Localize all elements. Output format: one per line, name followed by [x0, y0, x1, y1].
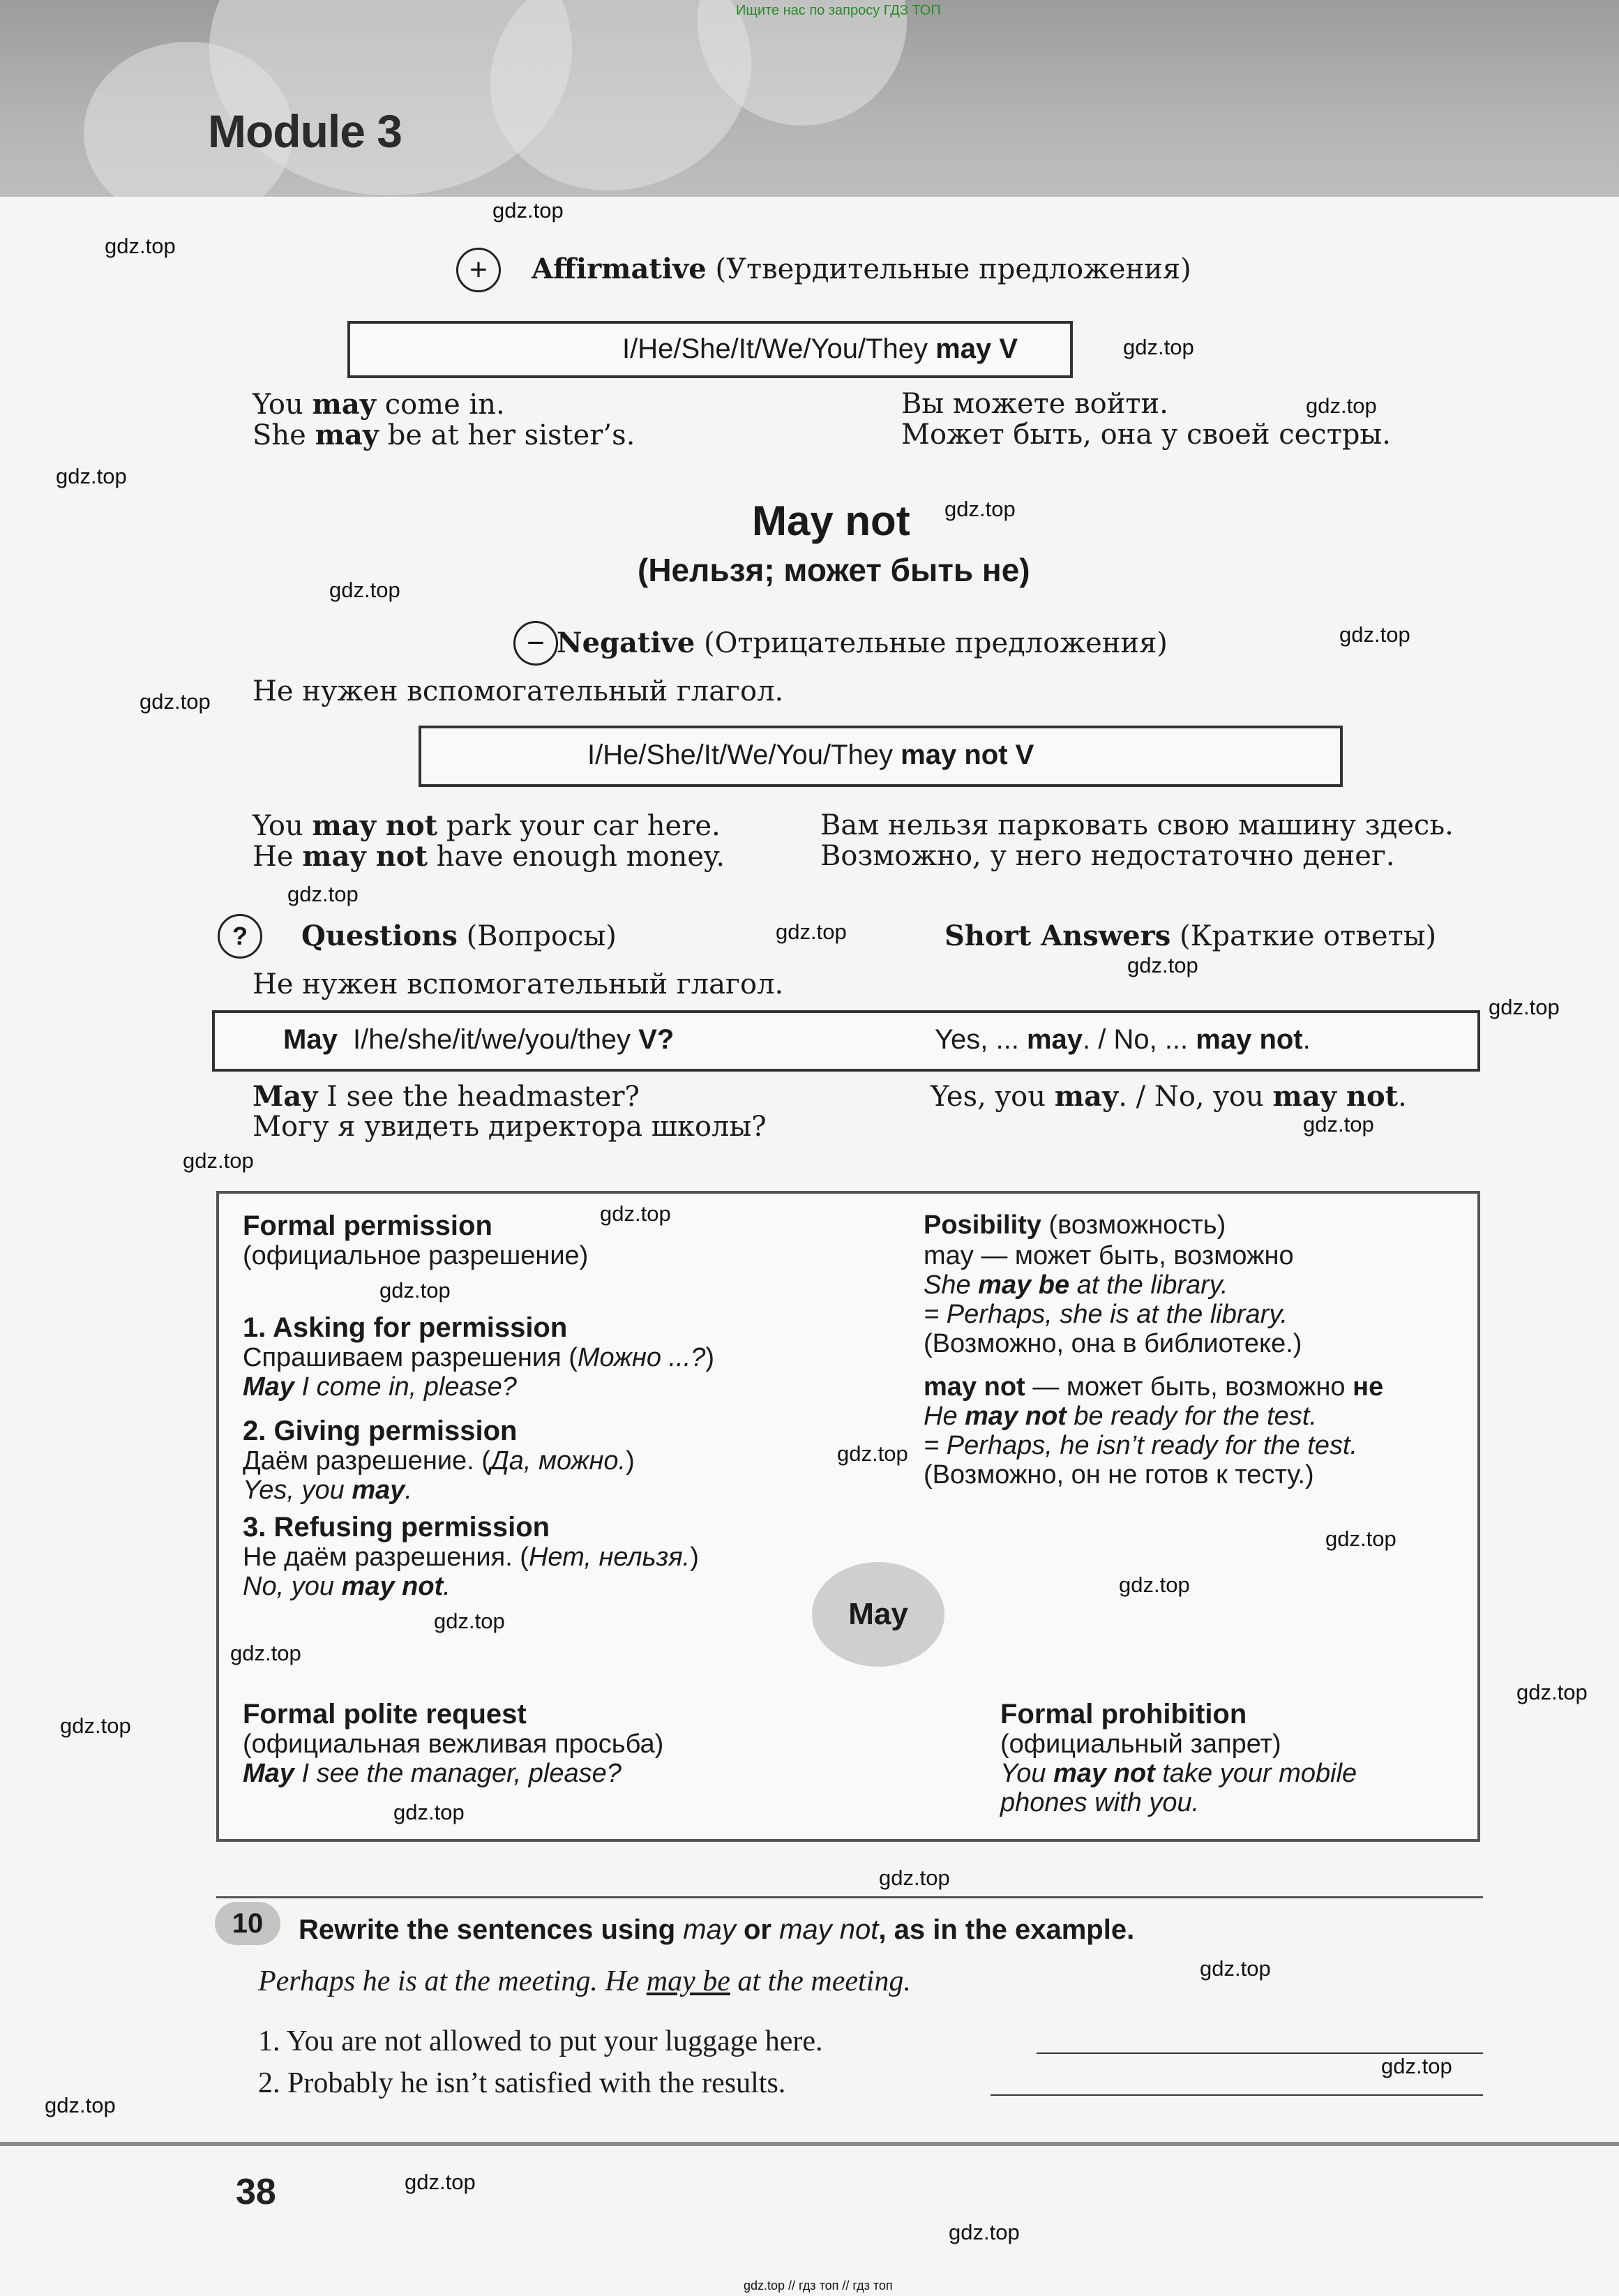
- example-text: .: [405, 1476, 412, 1505]
- example-text: be ready for the test.: [1066, 1402, 1317, 1431]
- example-underlined: may be: [646, 1965, 730, 1997]
- example-text: have enough money.: [427, 841, 725, 873]
- formula-text: Yes, ...: [935, 1024, 1027, 1055]
- short-answers-heading: [944, 920, 1436, 952]
- affirmative-example-2-ru: Может быть, она у своей сестры.: [901, 419, 1391, 451]
- example-text: You: [253, 810, 312, 842]
- watermark[interactable]: gdz.top: [837, 1441, 908, 1466]
- may-not-equivalent: = Perhaps, he isn’t ready for the test.: [924, 1431, 1358, 1460]
- questions-formula-box: [212, 1010, 1480, 1072]
- questions-title-ru: (Вопросы): [466, 920, 617, 952]
- polite-request-ru: (официальная вежливая просьба): [243, 1729, 664, 1759]
- may-not-subtitle: (Нельзя; может быть не): [638, 552, 1030, 588]
- ru-text: ): [626, 1446, 635, 1476]
- example-text: I come in, please?: [294, 1372, 517, 1402]
- watermark[interactable]: gdz.top: [393, 1800, 465, 1824]
- refusing-example: [243, 1572, 451, 1602]
- example-bold: may: [315, 419, 379, 451]
- watermark[interactable]: gdz.top: [1200, 1956, 1271, 1981]
- example-text: She: [924, 1270, 979, 1300]
- exercise-divider: [216, 1896, 1483, 1898]
- short-answers-title-ru: (Краткие ответы): [1179, 920, 1437, 952]
- watermark[interactable]: gdz.top: [45, 2093, 116, 2117]
- bold-word: не: [1353, 1372, 1384, 1402]
- formula-subject: I/He/She/It/We/You/They: [622, 333, 928, 364]
- watermark[interactable]: gdz.top: [492, 198, 564, 223]
- watermark[interactable]: gdz.top: [1123, 335, 1194, 359]
- watermark[interactable]: gdz.top: [230, 1641, 301, 1665]
- may-center-badge: May: [812, 1562, 944, 1667]
- example-text: be at her sister’s.: [379, 419, 635, 451]
- negative-example-2: [253, 840, 725, 873]
- formula-verb: may not V: [901, 740, 1034, 770]
- example-text: park your car here.: [437, 810, 721, 842]
- formula-verb: may V: [935, 333, 1018, 364]
- formula-bold: may: [1026, 1024, 1083, 1055]
- ru-italic: Можно ...?: [577, 1343, 706, 1372]
- example-bold: may not: [302, 840, 428, 873]
- instruction-italic: may not: [779, 1914, 879, 1945]
- short-answers-example: [931, 1080, 1407, 1113]
- footer-band: [0, 2142, 1619, 2146]
- watermark[interactable]: gdz.top: [879, 1866, 950, 1890]
- example-bold: May: [243, 1372, 294, 1402]
- example-text: Yes, you: [243, 1476, 352, 1505]
- formula-text: .: [1302, 1024, 1311, 1055]
- affirmative-formula: [622, 333, 1018, 365]
- answer-line-2[interactable]: [991, 2094, 1483, 2096]
- watermark[interactable]: gdz.top: [1306, 393, 1377, 418]
- instruction-italic: may: [683, 1914, 736, 1945]
- watermark[interactable]: gdz.top: [776, 920, 847, 944]
- top-watermark[interactable]: Ищите нас по запросу ГДЗ ТОП: [736, 3, 941, 18]
- negative-example-1: [253, 809, 721, 842]
- questions-example-ru: Могу я увидеть директора школы?: [253, 1111, 767, 1143]
- question-icon: ?: [218, 914, 262, 959]
- watermark[interactable]: gdz.top: [1119, 1573, 1190, 1597]
- affirmative-example-1: [253, 388, 505, 421]
- example-text: come in.: [375, 389, 505, 421]
- watermark[interactable]: gdz.top: [1489, 995, 1560, 1019]
- possibility-example: [924, 1270, 1228, 1300]
- ru-italic: Да, можно.: [490, 1446, 626, 1476]
- exercise-instruction: [299, 1914, 1134, 1946]
- formula-bold: May: [283, 1024, 338, 1055]
- module-title: Module 3: [208, 105, 402, 157]
- watermark[interactable]: gdz.top: [140, 689, 211, 714]
- questions-title: Questions: [301, 920, 458, 952]
- bottom-watermark[interactable]: gdz.top // гдз топ // гдз топ: [744, 2279, 893, 2293]
- asking-example: [243, 1372, 517, 1402]
- example-text: .: [1398, 1081, 1407, 1113]
- possibility-heading: [924, 1210, 1226, 1240]
- example-text: He: [924, 1402, 965, 1431]
- minus-icon: −: [513, 621, 558, 666]
- negative-example-2-ru: Возможно, у него недостаточно денег.: [820, 840, 1395, 872]
- example-text: He: [253, 841, 303, 873]
- watermark[interactable]: gdz.top: [183, 1148, 254, 1173]
- exercise-example: [258, 1965, 911, 1998]
- instruction-text: or: [735, 1914, 780, 1945]
- asking-title: 1. Asking for permission: [243, 1312, 568, 1343]
- example-text: You: [253, 389, 312, 421]
- questions-note: Не нужен вспомогательный глагол.: [253, 968, 784, 1000]
- negative-title-ru: (Отрицательные предложения): [703, 627, 1168, 659]
- example-bold: may not: [1272, 1080, 1399, 1113]
- formal-permission-ru: (официальное разрешение): [243, 1241, 589, 1270]
- polite-request-title: Formal polite request: [243, 1699, 527, 1729]
- meaning-text: — может быть, возможно: [1025, 1372, 1353, 1402]
- example-text: . / No, you: [1118, 1081, 1273, 1113]
- watermark[interactable]: gdz.top: [56, 464, 127, 488]
- example-text: Yes, you: [931, 1081, 1055, 1113]
- questions-example: [253, 1080, 640, 1113]
- ru-text: Спрашиваем разрешения (: [243, 1343, 578, 1372]
- may-meaning: may — может быть, возможно: [924, 1241, 1294, 1270]
- short-answers-title: Short Answers: [944, 920, 1171, 952]
- instruction-text: Rewrite the sentences using: [299, 1914, 684, 1945]
- ru-text: Не даём разрешения. (: [243, 1543, 529, 1572]
- affirmative-title-ru: (Утвердительные предложения): [715, 253, 1191, 285]
- questions-heading: [301, 920, 617, 952]
- affirmative-example-2: [253, 419, 635, 451]
- example-text: No, you: [243, 1572, 342, 1601]
- negative-formula: [587, 740, 1034, 771]
- may-not-meaning: [924, 1372, 1383, 1402]
- affirmative-title: Affirmative: [532, 253, 707, 285]
- bold-word: may not: [924, 1372, 1025, 1402]
- watermark[interactable]: gdz.top: [60, 1713, 131, 1738]
- watermark[interactable]: gdz.top: [1381, 2054, 1452, 2078]
- example-bold: may not: [965, 1402, 1067, 1431]
- exercise-item-2: 2. Probably he isn’t satisfied with the results.: [258, 2067, 786, 2099]
- watermark[interactable]: gdz.top: [1325, 1526, 1396, 1551]
- example-bold: May: [243, 1759, 294, 1788]
- example-bold: may be: [978, 1270, 1070, 1300]
- watermark[interactable]: gdz.top: [1516, 1680, 1588, 1704]
- example-text: She: [253, 419, 315, 451]
- watermark[interactable]: gdz.top: [1339, 622, 1410, 647]
- possibility-ru: (возможность): [1048, 1210, 1226, 1240]
- may-not-ru-example: (Возможно, он не готов к тесту.): [924, 1460, 1314, 1490]
- example-bold: may not: [1053, 1759, 1155, 1788]
- ru-italic: Нет, нельзя.: [528, 1543, 691, 1572]
- giving-example: [243, 1476, 412, 1506]
- watermark[interactable]: gdz.top: [1127, 953, 1198, 977]
- watermark[interactable]: gdz.top: [600, 1201, 671, 1226]
- page-number: 38: [236, 2172, 276, 2212]
- prohibition-title: Formal prohibition: [1000, 1699, 1247, 1729]
- negative-note: Не нужен вспомогательный глагол.: [253, 675, 784, 707]
- example-bold: may: [312, 388, 376, 421]
- affirmative-example-1-ru: Вы можете войти.: [901, 388, 1168, 420]
- exercise-item-1: 1. You are not allowed to put your luggage here.: [258, 2025, 823, 2057]
- giving-title: 2. Giving permission: [243, 1416, 518, 1446]
- formula-subject: I/he/she/it/we/you/they: [353, 1024, 631, 1055]
- refusing-ru: [243, 1543, 699, 1573]
- prohibition-example-line2: phones with you.: [1000, 1788, 1200, 1817]
- formula-subject: I/He/She/It/We/You/They: [587, 740, 894, 770]
- plus-icon: +: [456, 248, 501, 292]
- negative-example-1-ru: Вам нельзя парковать свою машину здесь.: [820, 809, 1454, 841]
- example-text: .: [443, 1572, 451, 1601]
- may-not-example: [924, 1402, 1317, 1432]
- example-bold: may not: [312, 809, 438, 842]
- example-text: at the meeting.: [730, 1965, 911, 1997]
- exercise-number-badge: 10: [215, 1902, 280, 1945]
- prohibition-ru: (официальный запрет): [1000, 1729, 1281, 1759]
- example-bold: may not: [341, 1572, 444, 1601]
- asking-ru: [243, 1343, 714, 1373]
- formula-bold: may not: [1196, 1024, 1303, 1055]
- negative-title: Negative: [557, 626, 695, 659]
- questions-formula: [283, 1024, 674, 1056]
- watermark[interactable]: gdz.top: [1303, 1112, 1374, 1136]
- watermark[interactable]: gdz.top: [105, 234, 176, 258]
- example-text: You: [1000, 1759, 1054, 1788]
- module-header-band: [0, 0, 1619, 197]
- possibility-title: Posibility: [924, 1210, 1041, 1240]
- possibility-equivalent: = Perhaps, she is at the library.: [924, 1300, 1288, 1329]
- watermark[interactable]: gdz.top: [944, 497, 1016, 521]
- refusing-title: 3. Refusing permission: [243, 1512, 550, 1543]
- watermark[interactable]: gdz.top: [329, 578, 400, 602]
- example-text: I see the headmaster?: [317, 1081, 640, 1113]
- example-bold: May: [253, 1080, 318, 1113]
- affirmative-heading: [532, 253, 1191, 285]
- may-not-title: May not: [752, 497, 910, 544]
- watermark[interactable]: gdz.top: [287, 882, 359, 906]
- prohibition-example: [1000, 1759, 1357, 1789]
- possibility-ru-example: (Возможно, она в библиотеке.): [924, 1329, 1302, 1358]
- instruction-text: , as in the example.: [878, 1914, 1135, 1945]
- example-text: I see the manager, please?: [294, 1759, 622, 1788]
- example-text: Perhaps he is at the meeting. He: [258, 1965, 647, 1997]
- affirmative-formula-box: [347, 321, 1073, 378]
- watermark[interactable]: gdz.top: [434, 1609, 505, 1633]
- giving-ru: [243, 1446, 635, 1476]
- ru-text: ): [705, 1343, 715, 1372]
- example-bold: may: [352, 1476, 405, 1505]
- ru-text: Даём разрешение. (: [243, 1446, 490, 1476]
- short-answers-formula: [935, 1024, 1311, 1056]
- formula-text: . / No, ...: [1083, 1024, 1196, 1055]
- example-bold: may: [1054, 1080, 1119, 1113]
- watermark[interactable]: gdz.top: [405, 2170, 476, 2194]
- negative-formula-box: [419, 726, 1343, 787]
- watermark[interactable]: gdz.top: [379, 1278, 451, 1303]
- example-text: at the library.: [1069, 1270, 1228, 1300]
- formula-verb: V?: [638, 1024, 675, 1055]
- polite-request-example: [243, 1759, 622, 1789]
- negative-heading: [557, 626, 1168, 659]
- ru-text: ): [690, 1543, 699, 1572]
- watermark[interactable]: gdz.top: [949, 2220, 1020, 2244]
- example-text: take your mobile: [1154, 1759, 1357, 1788]
- formal-permission-title: Formal permission: [243, 1210, 492, 1241]
